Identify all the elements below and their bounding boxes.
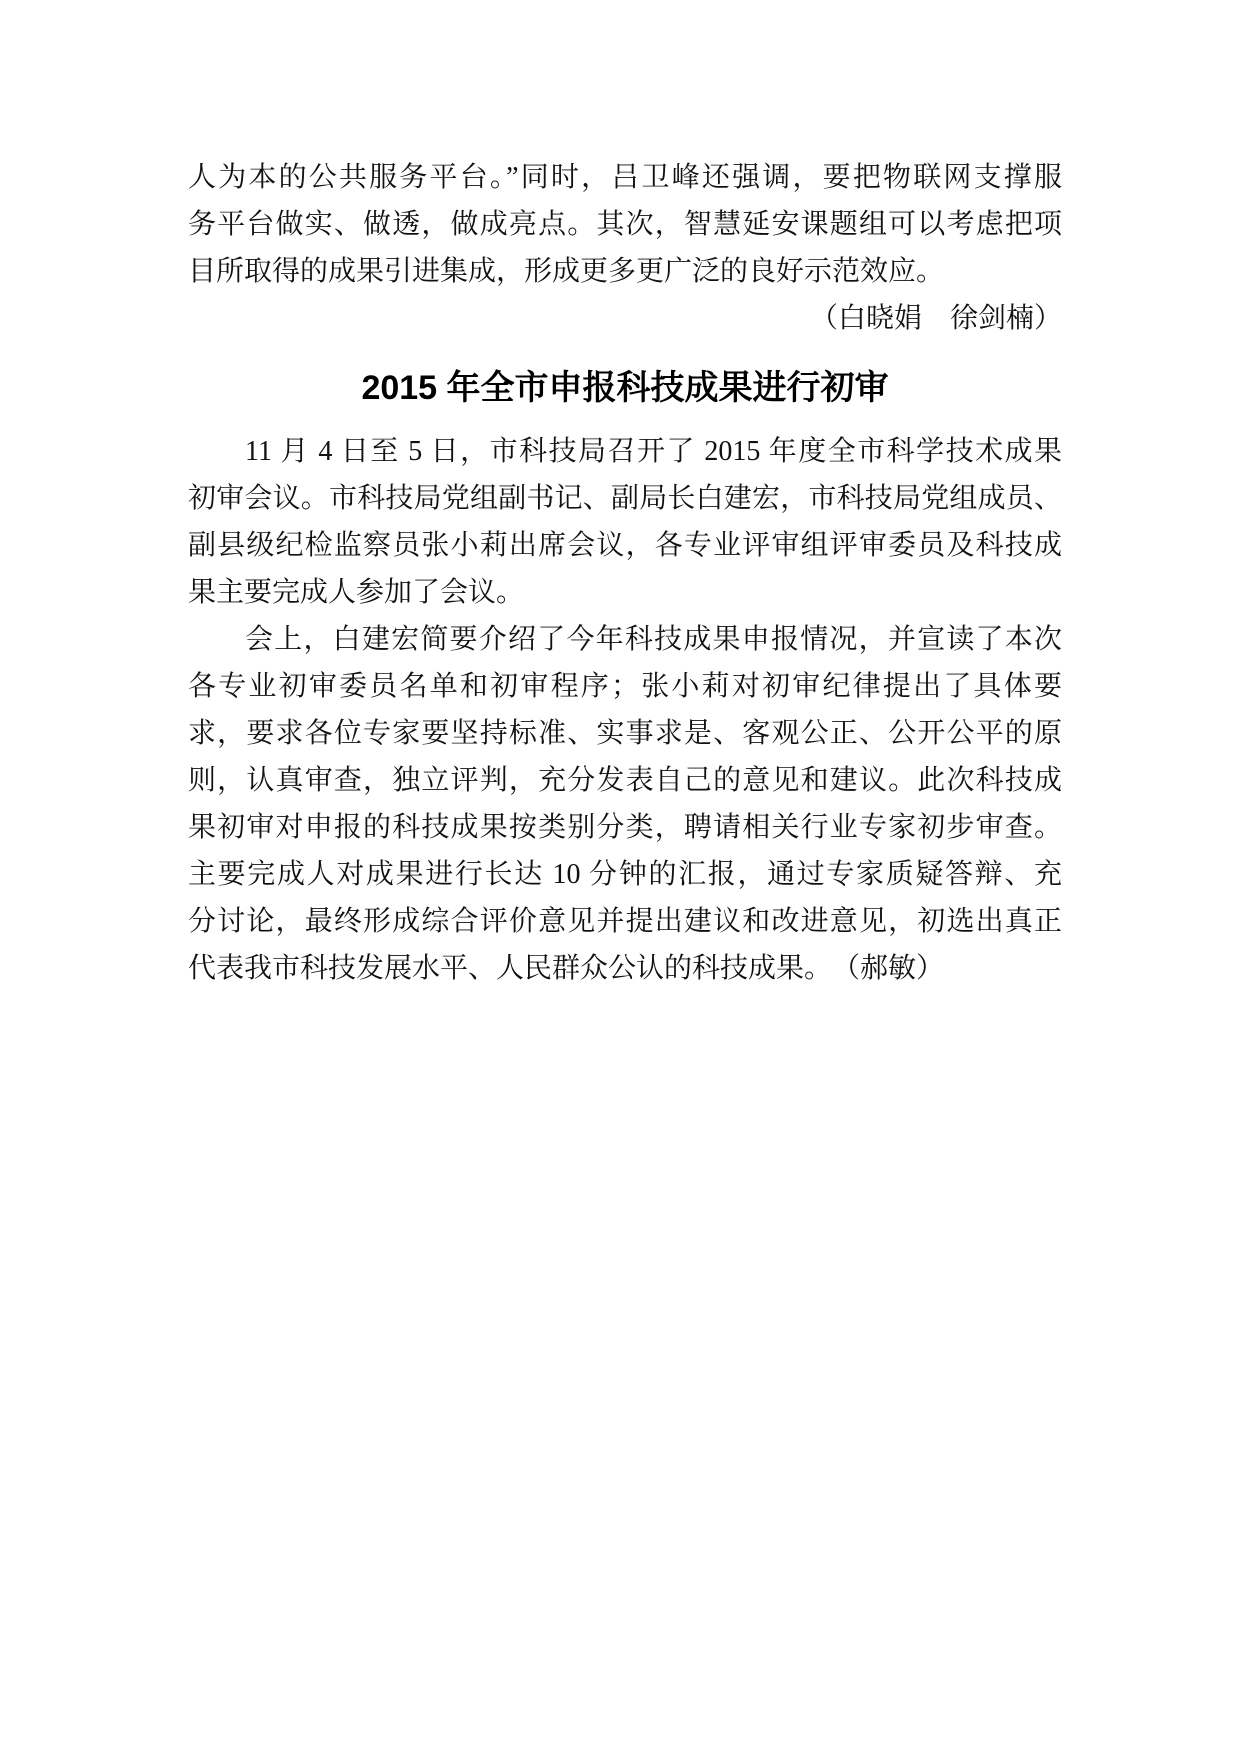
paragraph-line: 主要完成人对成果进行长达 10 分钟的汇报，通过专家质疑答辩、充 bbox=[188, 859, 1062, 890]
paragraph-line: 求，要求各位专家要坚持标准、实事求是、客观公正、公开公平的原 bbox=[188, 718, 1062, 749]
paragraph-line: 初审会议。市科技局党组副书记、副局长白建宏，市科技局党组成员、 bbox=[188, 483, 1062, 514]
continuation-paragraph bbox=[188, 154, 1062, 295]
paragraph-line: 副县级纪检监察员张小莉出席会议，各专业评审组评审委员及科技成 bbox=[188, 530, 1062, 561]
paragraph-line: 分讨论，最终形成综合评价意见并提出建议和改进意见，初选出真正 bbox=[188, 906, 1062, 937]
paragraph-line: 果主要完成人参加了会议。 bbox=[188, 577, 525, 608]
article-title: 2015 年全市申报科技成果进行初审 bbox=[361, 369, 889, 407]
byline-authors: （白晓娟 徐剑楠） bbox=[809, 303, 1062, 334]
paragraph-line: 各专业初审委员名单和初审程序；张小莉对初审纪律提出了具体要 bbox=[188, 671, 1062, 702]
paragraph-line: 代表我市科技发展水平、人民群众公认的科技成果。 （郝敏） bbox=[188, 953, 945, 984]
article-paragraph-2 bbox=[188, 616, 1062, 992]
paragraph-line: 果初审对申报的科技成果按类别分类，聘请相关行业专家初步审查。 bbox=[188, 812, 1062, 843]
page-content bbox=[188, 154, 1062, 992]
paragraph-line: 则，认真审查，独立评判，充分发表自己的意见和建议。此次科技成 bbox=[188, 765, 1062, 796]
paragraph-line: 目所取得的成果引进集成，形成更多更广泛的良好示范效应。 bbox=[188, 256, 945, 287]
paragraph-line: 11 月 4 日至 5 日，市科技局召开了 2015 年度全市科学技术成果 bbox=[245, 436, 1062, 467]
article-paragraph-1 bbox=[188, 428, 1062, 616]
paragraph-line: 会上，白建宏简要介绍了今年科技成果申报情况，并宣读了本次 bbox=[245, 624, 1062, 655]
paragraph-line: 务平台做实、做透，做成亮点。其次，智慧延安课题组可以考虑把项 bbox=[188, 209, 1062, 240]
paragraph-line: 人为本的公共服务平台。”同时，吕卫峰还强调，要把物联网支撑服 bbox=[188, 162, 1062, 193]
